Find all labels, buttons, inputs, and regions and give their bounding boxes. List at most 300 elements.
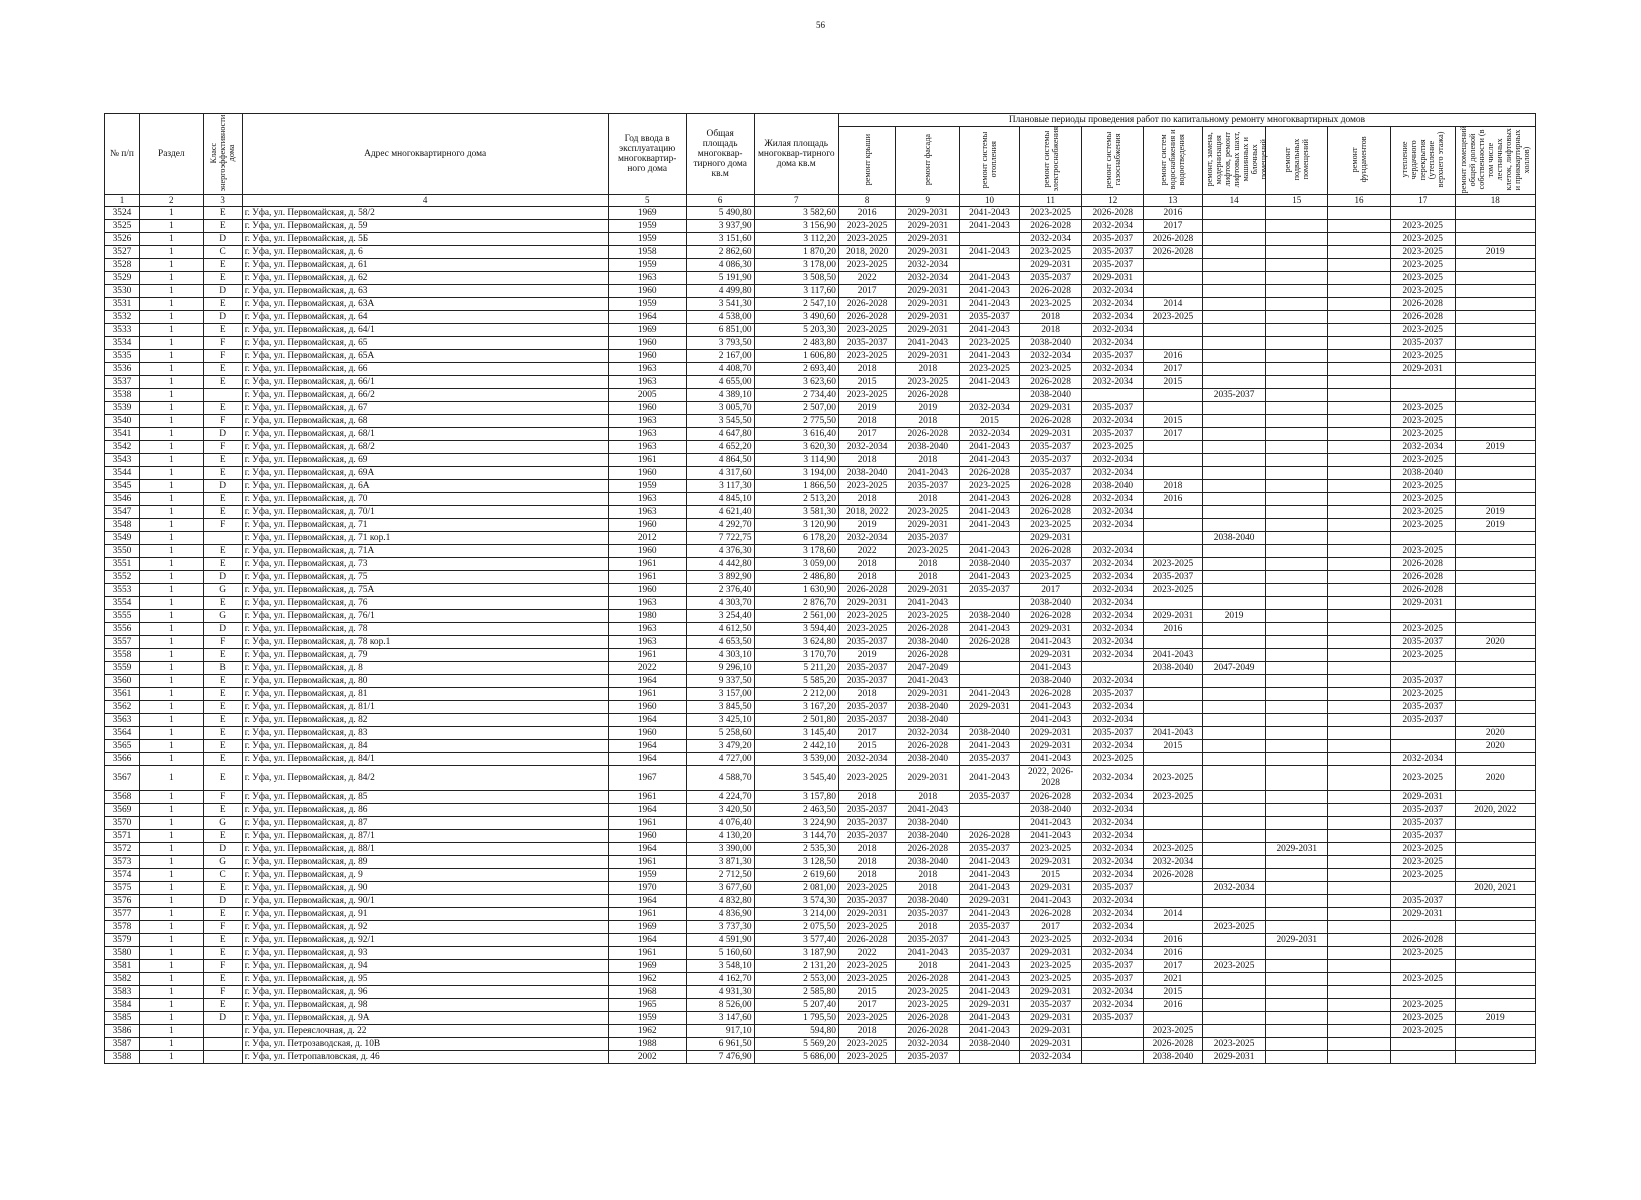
- cell-address: г. Уфа, ул. Первомайская, д. 95: [242, 973, 608, 986]
- cell-elevator-repair: [1202, 791, 1266, 804]
- cell-year-built: 1959: [608, 869, 686, 882]
- cell-address: г. Уфа, ул. Первомайская, д. 64: [242, 311, 608, 324]
- col-header-roof: ремонт крыши: [838, 127, 896, 195]
- cell-energy-class: E: [203, 999, 242, 1012]
- cell-roof-repair: 2018: [838, 791, 896, 804]
- cell-gas-repair: 2032-2034: [1082, 584, 1144, 597]
- cell-attic-insulation: 2026-2028: [1390, 571, 1455, 584]
- cell-row-number: 3556: [105, 623, 140, 636]
- cell-total-area: 4 303,10: [686, 649, 754, 662]
- cell-section: 1: [139, 856, 203, 869]
- cell-foundation-repair: [1328, 662, 1391, 675]
- cell-total-area: 3 737,30: [686, 921, 754, 934]
- col-header-living-area: Жилая площадь многоквар-тирного дома кв.м: [754, 114, 838, 195]
- cell-basement-repair: [1266, 571, 1328, 584]
- cell-basement-repair: [1266, 454, 1328, 467]
- cell-basement-repair: [1266, 402, 1328, 415]
- cell-year-built: 1960: [608, 584, 686, 597]
- cell-total-area: 2 712,50: [686, 869, 754, 882]
- cell-row-number: 3550: [105, 545, 140, 558]
- cell-energy-class: E: [203, 740, 242, 753]
- col-header-attic-insulation: утепление чердачного перекрытия (утепление верхнего этажа): [1390, 127, 1455, 195]
- cell-attic-insulation: 2023-2025: [1390, 493, 1455, 506]
- cell-total-area: 4 442,80: [686, 558, 754, 571]
- cell-foundation-repair: [1328, 441, 1391, 454]
- cell-heating-repair: [960, 233, 1020, 246]
- cell-elevator-repair: [1202, 363, 1266, 376]
- cell-total-area: 3 892,90: [686, 571, 754, 584]
- cell-row-number: 3526: [105, 233, 140, 246]
- cell-electricity-repair: 2035-2037: [1019, 441, 1082, 454]
- table-row: [105, 415, 1536, 428]
- cell-foundation-repair: [1328, 830, 1391, 843]
- cell-section: 1: [139, 441, 203, 454]
- cell-electricity-repair: 2026-2028: [1019, 791, 1082, 804]
- cell-living-area: 3 187,90: [754, 947, 838, 960]
- cell-energy-class: F: [203, 636, 242, 649]
- cell-electricity-repair: 2032-2034: [1019, 350, 1082, 363]
- cell-elevator-repair: [1202, 688, 1266, 701]
- cell-facade-repair: 2018: [896, 791, 960, 804]
- cell-water-repair: [1144, 506, 1203, 519]
- cell-attic-insulation: 2023-2025: [1390, 1025, 1455, 1038]
- cell-electricity-repair: 2029-2031: [1019, 856, 1082, 869]
- cell-elevator-repair: [1202, 506, 1266, 519]
- page-number: 56: [816, 20, 825, 30]
- cell-common-areas-repair: [1455, 597, 1535, 610]
- cell-year-built: 1961: [608, 649, 686, 662]
- cell-basement-repair: [1266, 714, 1328, 727]
- cell-electricity-repair: 2029-2031: [1019, 623, 1082, 636]
- cell-common-areas-repair: 2020: [1455, 636, 1535, 649]
- cell-total-area: 4 499,80: [686, 285, 754, 298]
- cell-gas-repair: [1082, 662, 1144, 675]
- cell-gas-repair: 2035-2037: [1082, 882, 1144, 895]
- cell-living-area: 3 059,00: [754, 558, 838, 571]
- cell-electricity-repair: 2022, 2026-2028: [1019, 766, 1082, 791]
- cell-roof-repair: 2018: [838, 869, 896, 882]
- cell-address: г. Уфа, ул. Первомайская, д. 84/2: [242, 766, 608, 791]
- cell-total-area: 3 677,60: [686, 882, 754, 895]
- cell-facade-repair: 2018: [896, 571, 960, 584]
- cell-water-repair: 2014: [1144, 298, 1203, 311]
- cell-energy-class: E: [203, 454, 242, 467]
- cell-attic-insulation: 2023-2025: [1390, 402, 1455, 415]
- cell-elevator-repair: [1202, 350, 1266, 363]
- cell-roof-repair: 2022: [838, 545, 896, 558]
- cell-gas-repair: 2032-2034: [1082, 714, 1144, 727]
- cell-total-area: 3 937,90: [686, 220, 754, 233]
- cell-total-area: 4 931,30: [686, 986, 754, 999]
- cell-facade-repair: 2038-2040: [896, 714, 960, 727]
- cell-elevator-repair: [1202, 376, 1266, 389]
- cell-gas-repair: 2032-2034: [1082, 610, 1144, 623]
- cell-living-area: 3 128,50: [754, 856, 838, 869]
- cell-row-number: 3525: [105, 220, 140, 233]
- cell-basement-repair: [1266, 441, 1328, 454]
- cell-energy-class: E: [203, 649, 242, 662]
- cell-heating-repair: 2041-2043: [960, 986, 1020, 999]
- cell-roof-repair: 2015: [838, 986, 896, 999]
- cell-basement-repair: [1266, 363, 1328, 376]
- cell-heating-repair: 2041-2043: [960, 246, 1020, 259]
- cell-attic-insulation: 2026-2028: [1390, 311, 1455, 324]
- cell-year-built: 1963: [608, 428, 686, 441]
- cell-heating-repair: 2041-2043: [960, 882, 1020, 895]
- cell-water-repair: 2026-2028: [1144, 246, 1203, 259]
- cell-facade-repair: 2029-2031: [896, 207, 960, 220]
- cell-facade-repair: 2018: [896, 415, 960, 428]
- cell-heating-repair: 2035-2037: [960, 584, 1020, 597]
- cell-address: г. Уфа, ул. Первомайская, д. 78: [242, 623, 608, 636]
- cell-section: 1: [139, 973, 203, 986]
- cell-common-areas-repair: [1455, 817, 1535, 830]
- cell-energy-class: E: [203, 947, 242, 960]
- cell-living-area: 5 686,00: [754, 1051, 838, 1064]
- cell-basement-repair: [1266, 220, 1328, 233]
- cell-heating-repair: 2041-2043: [960, 220, 1020, 233]
- cell-facade-repair: 2038-2040: [896, 830, 960, 843]
- cell-elevator-repair: [1202, 934, 1266, 947]
- cell-row-number: 3574: [105, 869, 140, 882]
- cell-facade-repair: 2032-2034: [896, 272, 960, 285]
- cell-roof-repair: 2019: [838, 402, 896, 415]
- cell-foundation-repair: [1328, 999, 1391, 1012]
- cell-heating-repair: 2041-2043: [960, 856, 1020, 869]
- cell-facade-repair: 2035-2037: [896, 1051, 960, 1064]
- cell-energy-class: F: [203, 337, 242, 350]
- cell-roof-repair: 2018, 2022: [838, 506, 896, 519]
- cell-address: г. Уфа, ул. Первомайская, д. 9А: [242, 1012, 608, 1025]
- cell-attic-insulation: 2023-2025: [1390, 649, 1455, 662]
- cell-common-areas-repair: [1455, 753, 1535, 766]
- cell-section: 1: [139, 843, 203, 856]
- cell-energy-class: F: [203, 791, 242, 804]
- cell-common-areas-repair: [1455, 830, 1535, 843]
- cell-water-repair: [1144, 467, 1203, 480]
- cell-gas-repair: 2032-2034: [1082, 817, 1144, 830]
- cell-living-area: 3 120,90: [754, 519, 838, 532]
- cell-living-area: 2 734,40: [754, 389, 838, 402]
- cell-basement-repair: [1266, 519, 1328, 532]
- cell-foundation-repair: [1328, 493, 1391, 506]
- cell-year-built: 1961: [608, 908, 686, 921]
- cell-address: г. Уфа, ул. Первомайская, д. 66: [242, 363, 608, 376]
- cell-section: 1: [139, 337, 203, 350]
- cell-roof-repair: 2017: [838, 428, 896, 441]
- cell-address: г. Уфа, ул. Первомайская, д. 64/1: [242, 324, 608, 337]
- cell-heating-repair: 2041-2043: [960, 519, 1020, 532]
- cell-basement-repair: [1266, 791, 1328, 804]
- cell-energy-class: E: [203, 363, 242, 376]
- cell-gas-repair: 2032-2034: [1082, 558, 1144, 571]
- table-row: [105, 830, 1536, 843]
- cell-living-area: 2 876,70: [754, 597, 838, 610]
- cell-year-built: 1961: [608, 571, 686, 584]
- cell-living-area: 2 547,10: [754, 298, 838, 311]
- cell-water-repair: 2017: [1144, 220, 1203, 233]
- cell-heating-repair: 2038-2040: [960, 1038, 1020, 1051]
- column-number-cell: 1: [105, 195, 140, 207]
- table-row: [105, 493, 1536, 506]
- cell-living-area: 3 539,00: [754, 753, 838, 766]
- cell-address: г. Уфа, ул. Первомайская, д. 80: [242, 675, 608, 688]
- cell-energy-class: D: [203, 428, 242, 441]
- cell-heating-repair: 2032-2034: [960, 428, 1020, 441]
- cell-total-area: 3 254,40: [686, 610, 754, 623]
- cell-gas-repair: 2032-2034: [1082, 921, 1144, 934]
- cell-elevator-repair: [1202, 986, 1266, 999]
- cell-total-area: 4 224,70: [686, 791, 754, 804]
- cell-living-area: 3 594,40: [754, 623, 838, 636]
- cell-water-repair: [1144, 804, 1203, 817]
- cell-facade-repair: 2032-2034: [896, 727, 960, 740]
- cell-year-built: 1959: [608, 220, 686, 233]
- cell-common-areas-repair: [1455, 791, 1535, 804]
- cell-elevator-repair: [1202, 337, 1266, 350]
- cell-section: 1: [139, 415, 203, 428]
- cell-address: г. Уфа, ул. Первомайская, д. 76/1: [242, 610, 608, 623]
- cell-foundation-repair: [1328, 869, 1391, 882]
- cell-basement-repair: [1266, 272, 1328, 285]
- cell-year-built: 1963: [608, 441, 686, 454]
- cell-foundation-repair: [1328, 817, 1391, 830]
- cell-common-areas-repair: 2019: [1455, 519, 1535, 532]
- col-header-basement: ремонт подвальных помещений: [1266, 127, 1328, 195]
- cell-total-area: 4 727,00: [686, 753, 754, 766]
- cell-total-area: 4 591,90: [686, 934, 754, 947]
- cell-energy-class: E: [203, 701, 242, 714]
- cell-living-area: 3 157,80: [754, 791, 838, 804]
- cell-elevator-repair: [1202, 220, 1266, 233]
- cell-facade-repair: 2018: [896, 882, 960, 895]
- cell-water-repair: [1144, 532, 1203, 545]
- cell-gas-repair: 2032-2034: [1082, 467, 1144, 480]
- cell-section: 1: [139, 804, 203, 817]
- table-row: [105, 558, 1536, 571]
- cell-gas-repair: 2035-2037: [1082, 973, 1144, 986]
- cell-section: 1: [139, 389, 203, 402]
- cell-basement-repair: [1266, 207, 1328, 220]
- cell-address: г. Уфа, ул. Первомайская, д. 8: [242, 662, 608, 675]
- cell-year-built: 1964: [608, 675, 686, 688]
- cell-facade-repair: 2038-2040: [896, 856, 960, 869]
- cell-facade-repair: 2035-2037: [896, 532, 960, 545]
- cell-gas-repair: 2032-2034: [1082, 415, 1144, 428]
- cell-row-number: 3527: [105, 246, 140, 259]
- cell-facade-repair: 2041-2043: [896, 947, 960, 960]
- cell-water-repair: 2023-2025: [1144, 584, 1203, 597]
- cell-gas-repair: 2032-2034: [1082, 791, 1144, 804]
- cell-basement-repair: [1266, 895, 1328, 908]
- cell-facade-repair: 2032-2034: [896, 259, 960, 272]
- cell-total-area: 6 851,00: [686, 324, 754, 337]
- cell-facade-repair: 2038-2040: [896, 895, 960, 908]
- cell-electricity-repair: 2029-2031: [1019, 727, 1082, 740]
- cell-roof-repair: 2023-2025: [838, 324, 896, 337]
- cell-common-areas-repair: [1455, 285, 1535, 298]
- cell-electricity-repair: 2023-2025: [1019, 246, 1082, 259]
- cell-living-area: 2 693,40: [754, 363, 838, 376]
- cell-gas-repair: 2035-2037: [1082, 428, 1144, 441]
- table-header: [105, 114, 1536, 207]
- cell-energy-class: E: [203, 298, 242, 311]
- cell-roof-repair: 2035-2037: [838, 662, 896, 675]
- cell-living-area: 3 490,60: [754, 311, 838, 324]
- cell-living-area: 3 624,80: [754, 636, 838, 649]
- cell-common-areas-repair: [1455, 311, 1535, 324]
- cell-heating-repair: 2038-2040: [960, 727, 1020, 740]
- cell-basement-repair: [1266, 610, 1328, 623]
- cell-attic-insulation: 2035-2037: [1390, 675, 1455, 688]
- cell-section: 1: [139, 428, 203, 441]
- cell-water-repair: 2032-2034: [1144, 856, 1203, 869]
- cell-attic-insulation: [1390, 921, 1455, 934]
- cell-water-repair: 2017: [1144, 960, 1203, 973]
- cell-basement-repair: [1266, 376, 1328, 389]
- cell-address: г. Уфа, ул. Первомайская, д. 92/1: [242, 934, 608, 947]
- cell-gas-repair: 2035-2037: [1082, 1012, 1144, 1025]
- cell-year-built: 1961: [608, 947, 686, 960]
- table-row: [105, 480, 1536, 493]
- cell-attic-insulation: 2023-2025: [1390, 869, 1455, 882]
- cell-foundation-repair: [1328, 701, 1391, 714]
- cell-elevator-repair: [1202, 285, 1266, 298]
- cell-row-number: 3572: [105, 843, 140, 856]
- cell-gas-repair: 2032-2034: [1082, 376, 1144, 389]
- cell-electricity-repair: 2026-2028: [1019, 506, 1082, 519]
- cell-gas-repair: 2032-2034: [1082, 675, 1144, 688]
- col-header-electricity: ремонт системы электроснабжения: [1019, 127, 1082, 195]
- cell-address: г. Уфа, ул. Первомайская, д. 62: [242, 272, 608, 285]
- cell-year-built: 1964: [608, 753, 686, 766]
- cell-section: 1: [139, 467, 203, 480]
- cell-address: г. Уфа, ул. Первомайская, д. 63А: [242, 298, 608, 311]
- cell-section: 1: [139, 493, 203, 506]
- cell-attic-insulation: 2023-2025: [1390, 1012, 1455, 1025]
- cell-common-areas-repair: [1455, 363, 1535, 376]
- cell-foundation-repair: [1328, 1012, 1391, 1025]
- cell-electricity-repair: 2029-2031: [1019, 882, 1082, 895]
- table-row: [105, 921, 1536, 934]
- cell-basement-repair: [1266, 740, 1328, 753]
- cell-gas-repair: 2023-2025: [1082, 753, 1144, 766]
- cell-address: г. Уфа, ул. Первомайская, д. 70: [242, 493, 608, 506]
- cell-elevator-repair: [1202, 804, 1266, 817]
- cell-section: 1: [139, 584, 203, 597]
- cell-basement-repair: [1266, 324, 1328, 337]
- cell-gas-repair: 2032-2034: [1082, 740, 1144, 753]
- cell-water-repair: [1144, 337, 1203, 350]
- cell-common-areas-repair: [1455, 584, 1535, 597]
- cell-address: г. Уфа, ул. Первомайская, д. 69А: [242, 467, 608, 480]
- cell-electricity-repair: 2041-2043: [1019, 753, 1082, 766]
- cell-foundation-repair: [1328, 688, 1391, 701]
- cell-gas-repair: 2032-2034: [1082, 766, 1144, 791]
- cell-address: г. Уфа, ул. Первомайская, д. 76: [242, 597, 608, 610]
- cell-energy-class: D: [203, 571, 242, 584]
- cell-foundation-repair: [1328, 298, 1391, 311]
- cell-water-repair: [1144, 882, 1203, 895]
- cell-facade-repair: 2041-2043: [896, 597, 960, 610]
- cell-water-repair: [1144, 921, 1203, 934]
- cell-water-repair: [1144, 753, 1203, 766]
- cell-basement-repair: [1266, 649, 1328, 662]
- cell-electricity-repair: 2029-2031: [1019, 532, 1082, 545]
- cell-basement-repair: [1266, 428, 1328, 441]
- cell-total-area: 4 832,80: [686, 895, 754, 908]
- cell-total-area: 4 612,50: [686, 623, 754, 636]
- cell-common-areas-repair: [1455, 843, 1535, 856]
- cell-common-areas-repair: 2020: [1455, 740, 1535, 753]
- table-row: [105, 688, 1536, 701]
- cell-address: г. Уфа, ул. Первомайская, д. 84: [242, 740, 608, 753]
- cell-water-repair: 2016: [1144, 999, 1203, 1012]
- cell-heating-repair: 2035-2037: [960, 791, 1020, 804]
- column-number-cell: 13: [1144, 195, 1203, 207]
- cell-living-area: 5 585,20: [754, 675, 838, 688]
- cell-living-area: 3 214,00: [754, 908, 838, 921]
- cell-section: 1: [139, 688, 203, 701]
- cell-foundation-repair: [1328, 389, 1391, 402]
- table-row: [105, 298, 1536, 311]
- cell-water-repair: [1144, 519, 1203, 532]
- cell-attic-insulation: 2023-2025: [1390, 999, 1455, 1012]
- cell-facade-repair: 2029-2031: [896, 298, 960, 311]
- cell-attic-insulation: 2029-2031: [1390, 597, 1455, 610]
- cell-row-number: 3531: [105, 298, 140, 311]
- cell-water-repair: [1144, 441, 1203, 454]
- cell-common-areas-repair: [1455, 207, 1535, 220]
- table-row: [105, 895, 1536, 908]
- table-row: [105, 376, 1536, 389]
- cell-electricity-repair: 2041-2043: [1019, 714, 1082, 727]
- cell-facade-repair: 2029-2031: [896, 233, 960, 246]
- table-row: [105, 960, 1536, 973]
- cell-basement-repair: [1266, 688, 1328, 701]
- cell-total-area: 5 258,60: [686, 727, 754, 740]
- cell-water-repair: [1144, 389, 1203, 402]
- cell-facade-repair: 2029-2031: [896, 766, 960, 791]
- cell-gas-repair: 2023-2025: [1082, 441, 1144, 454]
- cell-total-area: 3 425,10: [686, 714, 754, 727]
- cell-facade-repair: 2029-2031: [896, 311, 960, 324]
- cell-heating-repair: [960, 675, 1020, 688]
- cell-electricity-repair: 2038-2040: [1019, 804, 1082, 817]
- col-header-common-areas: ремонт помещений общей долевой собственности (в том числе лестничных клеток, лифтовых и приквартирных холлов): [1455, 127, 1535, 195]
- cell-year-built: 1960: [608, 350, 686, 363]
- cell-year-built: 1969: [608, 207, 686, 220]
- cell-row-number: 3562: [105, 701, 140, 714]
- cell-roof-repair: 2023-2025: [838, 623, 896, 636]
- cell-energy-class: E: [203, 545, 242, 558]
- cell-elevator-repair: [1202, 597, 1266, 610]
- cell-attic-insulation: 2023-2025: [1390, 415, 1455, 428]
- column-number-cell: 15: [1266, 195, 1328, 207]
- cell-row-number: 3587: [105, 1038, 140, 1051]
- cell-row-number: 3539: [105, 402, 140, 415]
- cell-facade-repair: 2026-2028: [896, 623, 960, 636]
- cell-foundation-repair: [1328, 402, 1391, 415]
- cell-living-area: 2 619,60: [754, 869, 838, 882]
- cell-attic-insulation: 2023-2025: [1390, 766, 1455, 791]
- cell-roof-repair: 2029-2031: [838, 908, 896, 921]
- cell-facade-repair: 2038-2040: [896, 753, 960, 766]
- cell-electricity-repair: 2023-2025: [1019, 363, 1082, 376]
- cell-section: 1: [139, 960, 203, 973]
- cell-roof-repair: 2026-2028: [838, 584, 896, 597]
- cell-facade-repair: 2029-2031: [896, 688, 960, 701]
